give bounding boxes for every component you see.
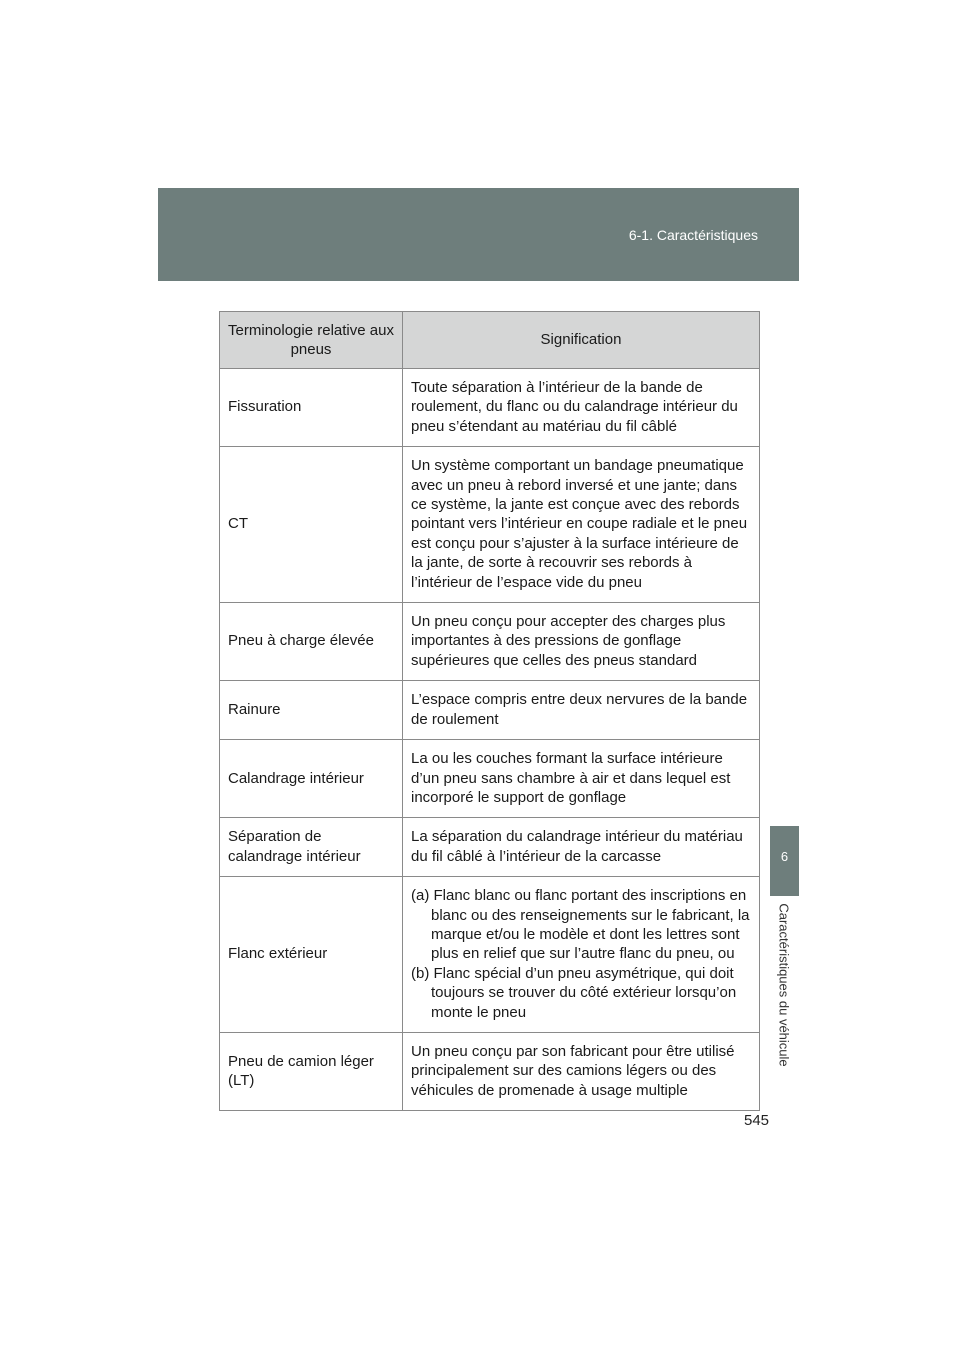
header-band — [158, 188, 799, 281]
section-title: 6-1. Caractéristiques — [628, 227, 758, 243]
table-row — [220, 369, 760, 447]
meaning-cell: L’espace compris entre deux nervures de la bande de roulement — [403, 681, 760, 740]
tire-terminology-table — [219, 311, 760, 1111]
table-row — [220, 447, 760, 603]
meaning-cell: Un pneu conçu pour accepter des charges plus importantes à des pressions de gonflage supérieures que celles des pneus standard — [403, 603, 760, 681]
meaning-cell: Un pneu conçu par son fabricant pour être utilisé principalement sur des camions légers ou des véhicules de promenade à usage multiple — [403, 1032, 760, 1110]
table-header-row — [220, 312, 760, 369]
table-row — [220, 877, 760, 1033]
meaning-cell: La séparation du calandrage intérieur du matériau du fil câblé à l’intérieur de la carcasse — [403, 818, 760, 877]
term-cell: Rainure — [220, 681, 403, 740]
column-header-meaning: Signification — [403, 312, 760, 369]
chapter-label: Caractéristiques du véhicule — [776, 903, 792, 1067]
term-cell: Fissuration — [220, 369, 403, 447]
term-cell: Pneu de camion léger (LT) — [220, 1032, 403, 1110]
meaning-cell: La ou les couches formant la surface intérieure d’un pneu sans chambre à air et dans lequel est incorporé le support de gonflage — [403, 740, 760, 818]
term-cell: Flanc extérieur — [220, 877, 403, 1033]
meaning-item-b: (b) Flanc spécial d’un pneu asymétrique, qui doit toujours se trouver du côté extérieur lorsqu’on monte le pneu — [411, 964, 737, 1021]
table-row — [220, 740, 760, 818]
chapter-tab: 6 — [770, 826, 799, 896]
term-cell: Séparation de calandrage intérieur — [220, 818, 403, 877]
meaning-cell: Toute séparation à l’intérieur de la bande de roulement, du flanc ou du calandrage intérieur du pneu s’étendant au matériau du fil câblé — [403, 369, 760, 447]
page-number: 545 — [744, 1112, 770, 1129]
meaning-cell: Un système comportant un bandage pneumatique avec un pneu à rebord inversé et une jante; dans ce système, la jante est conçue avec des rebords pointant vers l’intérieur en coupe radiale et le pneu est conçu pour s’ajuster à la surface intérieure de la jante, de sorte à recouvrir ses rebords à l’intérieur de l’espace vide du pneu — [403, 447, 760, 603]
table-row — [220, 603, 760, 681]
table-row — [220, 681, 760, 740]
column-header-term: Terminologie relative aux pneus — [220, 312, 403, 369]
term-cell: Pneu à charge élevée — [220, 603, 403, 681]
term-cell: Calandrage intérieur — [220, 740, 403, 818]
table-row — [220, 1032, 760, 1110]
table-row — [220, 818, 760, 877]
meaning-cell — [403, 877, 760, 1033]
term-cell: CT — [220, 447, 403, 603]
meaning-item-a: (a) Flanc blanc ou flanc portant des inscriptions en blanc ou des renseignements sur le fabricant, la marque et/ou le modèle et dont les lettres sont plus en relief que sur l’autre flanc du pneu, ou — [411, 887, 750, 963]
